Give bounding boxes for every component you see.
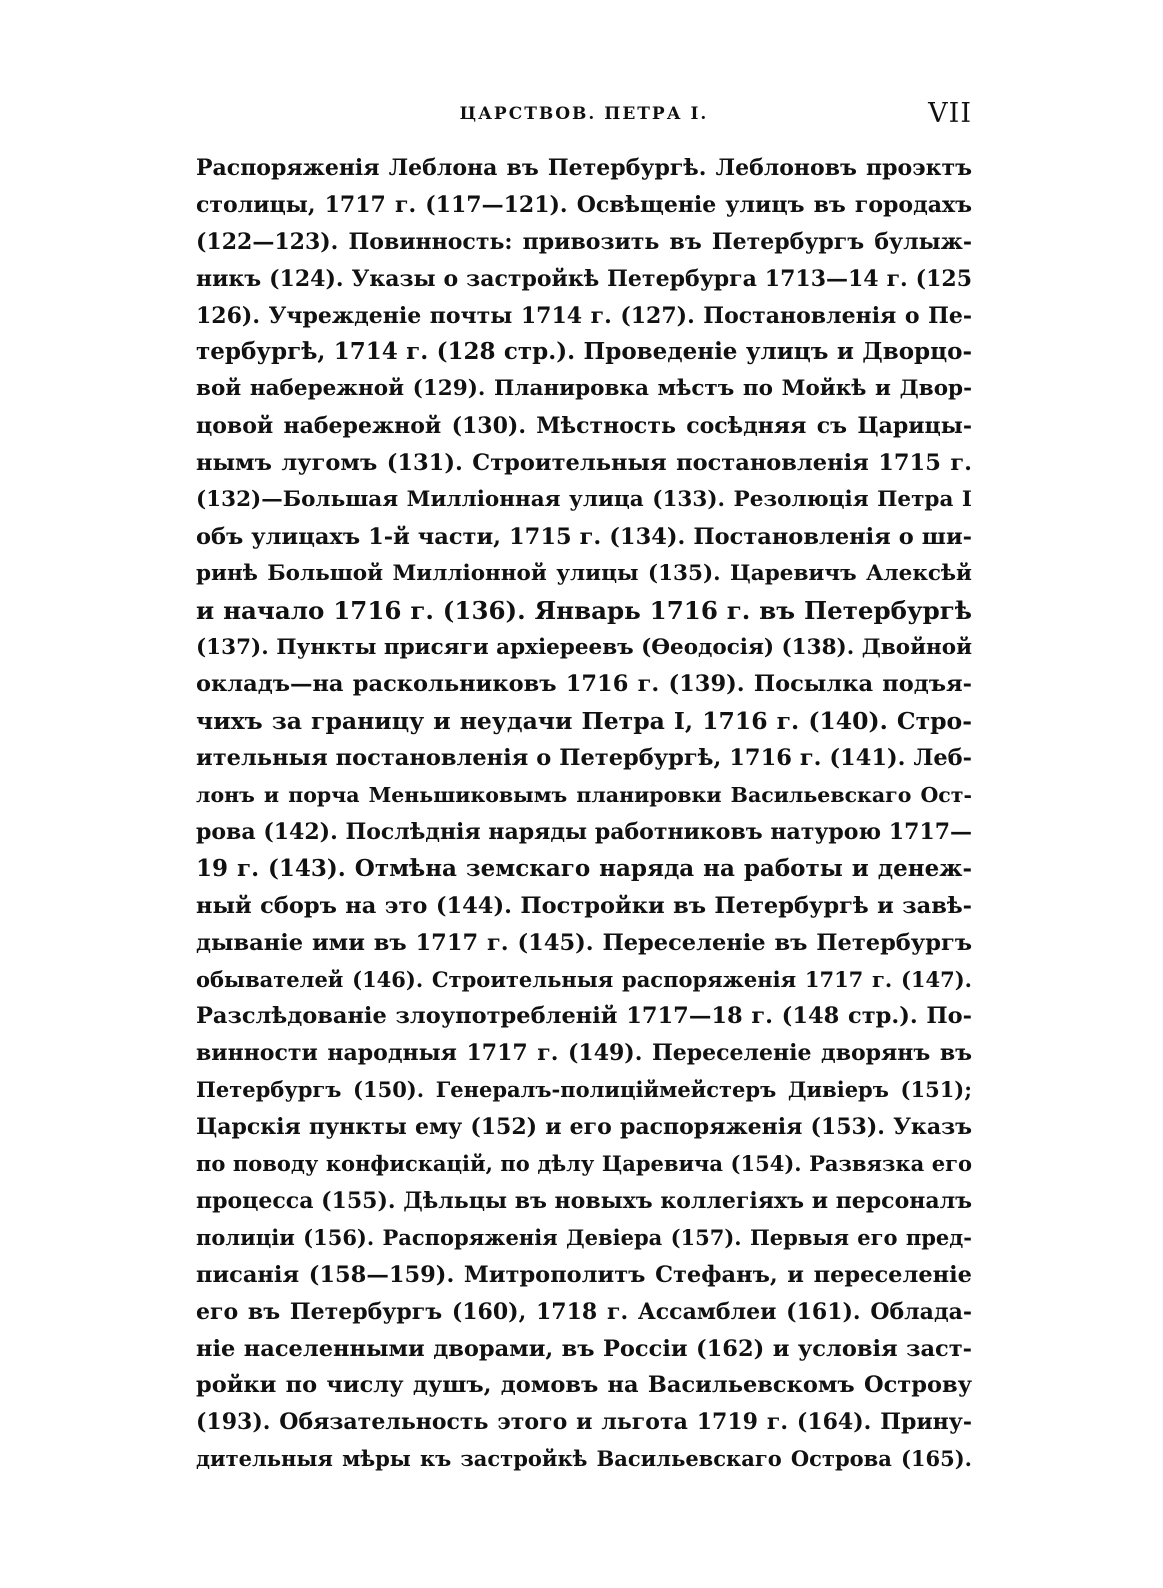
text-line: тербургѣ, 1714 г. (128 стр.). Проведеніе улицъ и Дворцо- bbox=[196, 338, 972, 366]
text-line: чихъ за границу и неудачи Петра I, 1716 г. (140). Стро- bbox=[196, 707, 972, 736]
text-line: процесса (155). Дѣльцы въ новыхъ коллегіяхъ и персоналъ bbox=[196, 1187, 972, 1214]
text-line: полиціи (156). Распоряженія Девіера (157). Первыя его пред- bbox=[196, 1224, 972, 1250]
text-line: цовой набережной (130). Мѣстность сосѣдняя съ Царицы- bbox=[196, 413, 972, 440]
text-line: обывателей (146). Строительныя распоряженія 1717 г. (147). bbox=[196, 966, 972, 992]
text-line: ринѣ Большой Милліонной улицы (135). Царевичъ Алексѣй bbox=[196, 560, 972, 586]
text-line: окладъ—на раскольниковъ 1716 г. (139). Посылка подъя- bbox=[196, 671, 972, 698]
running-head bbox=[196, 98, 972, 138]
text-line: лонъ и порча Меньшиковымъ планировки Васильевскаго Ост- bbox=[196, 783, 972, 808]
text-line: столицы, 1717 г. (117—121). Освѣщеніе улицъ въ городахъ bbox=[196, 191, 972, 218]
text-line: никъ (124). Указы о застройкѣ Петербурга 1713—14 г. (125 bbox=[196, 265, 972, 292]
text-line: (132)—Большая Милліонная улица (133). Резолюція Петра I bbox=[196, 487, 972, 513]
text-line: 19 г. (143). Отмѣна земскаго наряда на работы и денеж- bbox=[196, 854, 972, 882]
text-line: ительныя постановленія о Петербургѣ, 1716 г. (141). Леб- bbox=[196, 745, 972, 772]
body-text bbox=[196, 150, 972, 1478]
text-line: (193). Обязательность этого и льгота 1719 г. (164). Прину- bbox=[196, 1409, 972, 1436]
text-line: писанія (158—159). Митрополитъ Стефанъ, и переселеніе bbox=[196, 1261, 972, 1288]
text-line: объ улицахъ 1-й части, 1715 г. (134). Постановленія о ши- bbox=[196, 523, 972, 550]
text-line: дываніе ими въ 1717 г. (145). Переселеніе въ Петербургъ bbox=[196, 929, 972, 956]
text-line: Царскія пункты ему (152) и его распоряженія (153). Указъ bbox=[196, 1114, 972, 1141]
text-line: его въ Петербургъ (160), 1718 г. Ассамблеи (161). Облада- bbox=[196, 1298, 972, 1325]
text-line: ніе населенными дворами, въ Россіи (162) и условія заст- bbox=[196, 1335, 972, 1362]
text-line: нымъ лугомъ (131). Строительныя постановленія 1715 г. bbox=[196, 450, 972, 477]
text-line: по поводу конфискацій, по дѣлу Царевича (154). Развязка его bbox=[196, 1151, 972, 1177]
text-line: вой набережной (129). Планировка мѣстъ по Мойкѣ и Двор- bbox=[196, 376, 972, 402]
text-line: Петербургъ (150). Генералъ-полиціймейстеръ Дивіеръ (151); bbox=[196, 1077, 972, 1103]
text-line: винности народныя 1717 г. (149). Переселеніе дворянъ въ bbox=[196, 1040, 972, 1067]
text-line: и начало 1716 г. (136). Январь 1716 г. въ Петербургѣ bbox=[196, 595, 972, 625]
page-number: VII bbox=[928, 98, 972, 129]
text-line: дительныя мѣры къ застройкѣ Васильевскаго Острова (165). bbox=[196, 1446, 972, 1472]
text-line: (122—123). Повинность: привозить въ Петербургъ булыж- bbox=[196, 228, 972, 255]
text-line: (137). Пункты присяги архіереевъ (Ѳеодосія) (138). Двойной bbox=[196, 634, 973, 660]
text-line: ный сборъ на это (144). Постройки въ Петербургѣ и завѣ- bbox=[196, 892, 972, 919]
text-line: рова (142). Послѣднія наряды работниковъ натурою 1717— bbox=[196, 819, 972, 846]
running-title: ЦАРСТВОВ. ПЕТРА I. bbox=[459, 104, 709, 124]
text-line: ройки по числу душъ, домовъ на Васильевскомъ Острову bbox=[196, 1372, 972, 1399]
text-line: 126). Учрежденіе почты 1714 г. (127). Постановленія о Пе- bbox=[196, 302, 972, 329]
text-line: Распоряженія Леблона въ Петербургѣ. Леблоновъ проэктъ bbox=[196, 155, 972, 181]
text-line: Разслѣдованіе злоупотребленій 1717—18 г. (148 стр.). По- bbox=[196, 1003, 972, 1030]
